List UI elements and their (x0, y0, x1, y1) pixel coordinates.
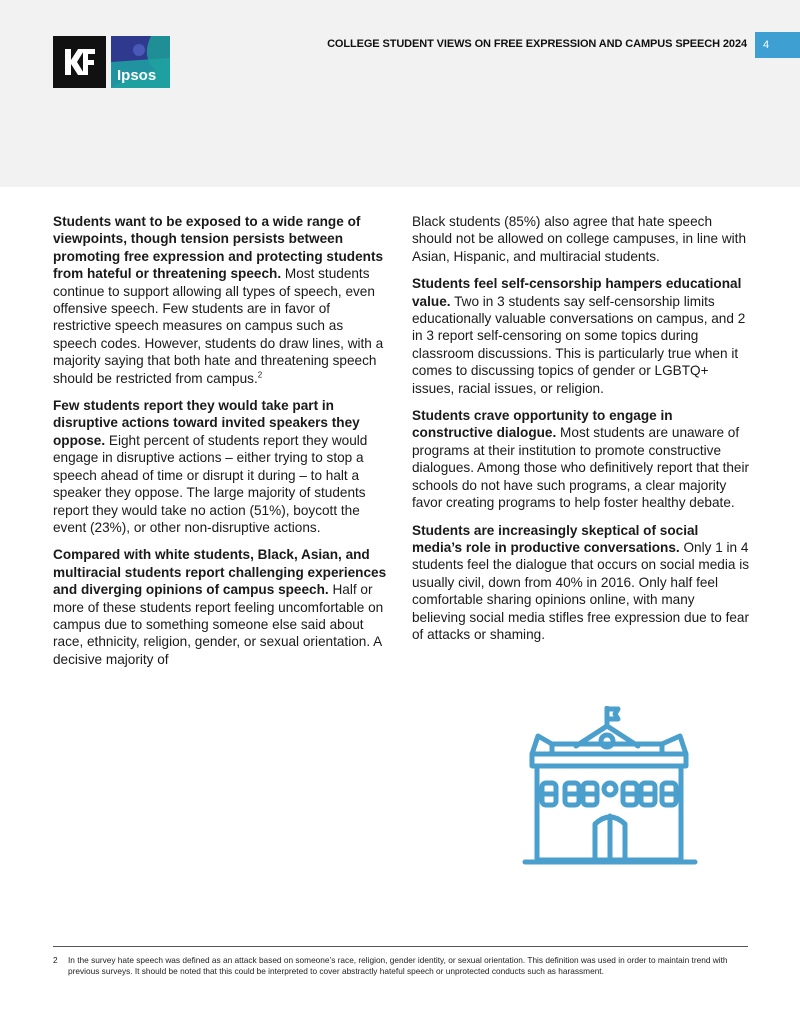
paragraph-lead: Students want to be exposed to a wide range of viewpoints, though tension persists between promoting free expression and protecting students from hateful or threatening speech. (53, 214, 384, 282)
footnote-divider (53, 946, 748, 947)
paragraph-body: Two in 3 students say self-censorship limits educationally valuable conversations on campus, and 2 in 3 report self-censoring on some topics during classroom discussions. This is particularly true when it comes to discussing topics of gender or LGBTQ+ issues, racial issues, or religion. (412, 293, 746, 396)
paragraph-body: Half or more of these students report feeling uncomfortable on campus due to something someone else said about race, ethnicity, religion, gender, or sexual orientation. A decisive majority of (53, 582, 384, 667)
header-band (0, 0, 800, 187)
paragraph-self-censorship (412, 275, 752, 397)
paragraph-body: Most students continue to support allowing all types of speech, even offensive speech. Few students are in favor of restrictive speech measures on campus such as speech codes. However, students do draw lines, with a majority saying that both hate and threatening speech should be restricted from campus. (53, 266, 384, 386)
paragraph-student-groups (53, 546, 389, 668)
paragraph-continuation (412, 213, 752, 265)
paragraph-constructive-dialogue (412, 407, 752, 511)
page-number: 4 (763, 39, 770, 51)
kff-logo-mark (53, 36, 106, 88)
paragraph-body: Only 1 in 4 students feel the dialogue that occurs on social media is usually civil, down from 40% in 2016. Only half feel comfortable sharing opinions online, with many believing social media stifles free expression due to fear of attacks or shaming. (412, 539, 750, 642)
paragraph-social-media (412, 522, 752, 644)
paragraph-viewpoints (53, 213, 389, 387)
paragraph-lead: Students are increasingly skeptical of social media’s role in productive conversations. (412, 522, 699, 555)
paragraph-body: Eight percent of students report they would engage in disruptive actions – either trying to stop a speech ahead of time or disrupt it during – to halt a speaker they oppose. The large majority of students report they would take no action (51%), boycott the event (23%), or other non-disruptive actions. (53, 432, 368, 535)
right-column (412, 213, 752, 653)
report-title: COLLEGE STUDENT VIEWS ON FREE EXPRESSION AND CAMPUS SPEECH 2024 (327, 38, 747, 50)
paragraph-lead: Students crave opportunity to engage in constructive dialogue. (412, 408, 673, 441)
kff-logo (53, 36, 106, 88)
footnote-reference: 2 (257, 370, 263, 380)
ipsos-logo (111, 36, 170, 88)
footnote-text: In the survey hate speech was defined as an attack based on someone’s race, religion, gender identity, or sexual orientation. This definition was used in order to maintain trend with previous surveys. It should be noted that this could be interpreted to cover abstractly hateful speech or unprotected conducts such as harassment. (68, 955, 728, 976)
paragraph-disruptive-actions (53, 397, 389, 536)
paragraph-body: Most students are unaware of programs at their institution to promote constructive dialogues. Among those who definitively report that their schools do not have such programs, a clear majority favor creating programs to help foster healthy debate. (412, 425, 750, 511)
left-column (53, 213, 389, 678)
page-number-tab (755, 32, 800, 58)
paragraph-lead: Few students report they would take part in disruptive actions toward invited speakers they oppose. (53, 398, 360, 448)
ipsos-logo-mark (111, 36, 170, 88)
paragraph-body: Black students (85%) also agree that hate speech should not be allowed on college campuses, in line with Asian, Hispanic, and multiracial students. (412, 214, 747, 264)
paragraph-lead: Compared with white students, Black, Asian, and multiracial students report challenging experiences and diverging opinions of campus speech. (53, 547, 387, 598)
school-building-icon (520, 706, 700, 872)
footnote-number: 2 (53, 955, 58, 965)
ipsos-logo-text: Ipsos (117, 67, 157, 84)
paragraph-lead: Students feel self-censorship hampers educational value. (412, 276, 742, 309)
